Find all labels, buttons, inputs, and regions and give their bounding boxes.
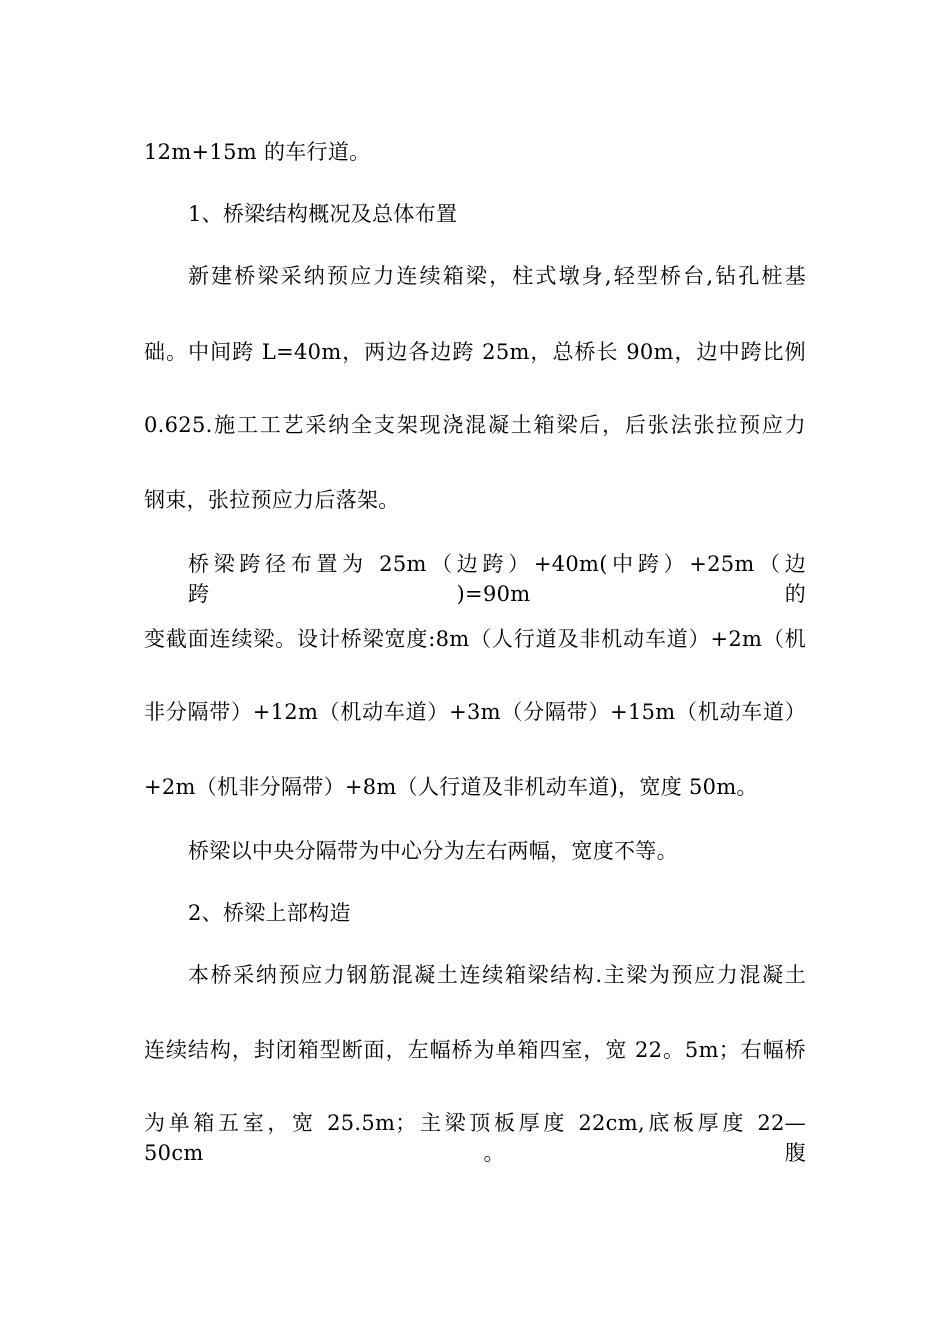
paragraph-2-line-2: 变截面连续梁。设计桥梁宽度:8m（人行道及非机动车道）+2m（机 — [144, 627, 806, 651]
paragraph-4-line-3: 为单箱五室，宽 25.5m；主梁顶板厚度 22cm,底板厚度 22—50cm。腹 — [144, 1111, 806, 1165]
paragraph-4-line-1: 本桥采纳预应力钢筋混凝土连续箱梁结构.主梁为预应力混凝土 — [188, 963, 806, 987]
section-heading-2: 2、桥梁上部构造 — [188, 901, 351, 925]
paragraph-1-line-3: 0.625.施工工艺采纳全支架现浇混凝土箱梁后，后张法张拉预应力 — [144, 413, 806, 437]
paragraph-1-line-1: 新建桥梁采纳预应力连续箱梁，柱式墩身,轻型桥台,钻孔桩基 — [188, 264, 806, 288]
paragraph-2-line-1: 桥梁跨径布置为 25m（边跨）+40m(中跨）+25m（边跨)=90m 的 — [188, 552, 806, 606]
paragraph-3-line-1: 桥梁以中央分隔带为中心分为左右两幅，宽度不等。 — [188, 839, 678, 863]
paragraph-1-line-2: 础。中间跨 L=40m，两边各边跨 25m，总桥长 90m，边中跨比例 — [144, 340, 806, 364]
section-heading-1: 1、桥梁结构概况及总体布置 — [188, 202, 458, 226]
text-line-continuation: 12m+15m 的车行道。 — [144, 140, 371, 164]
paragraph-4-line-2: 连续结构，封闭箱型断面，左幅桥为单箱四室，宽 22。5m；右幅桥 — [144, 1038, 806, 1062]
paragraph-1-line-4: 钢束，张拉预应力后落架。 — [144, 488, 400, 512]
paragraph-2-line-3: 非分隔带）+12m（机动车道）+3m（分隔带）+15m（机动车道） — [144, 700, 806, 724]
paragraph-2-line-4: +2m（机非分隔带）+8m（人行道及非机动车道)，宽度 50m。 — [144, 775, 758, 799]
